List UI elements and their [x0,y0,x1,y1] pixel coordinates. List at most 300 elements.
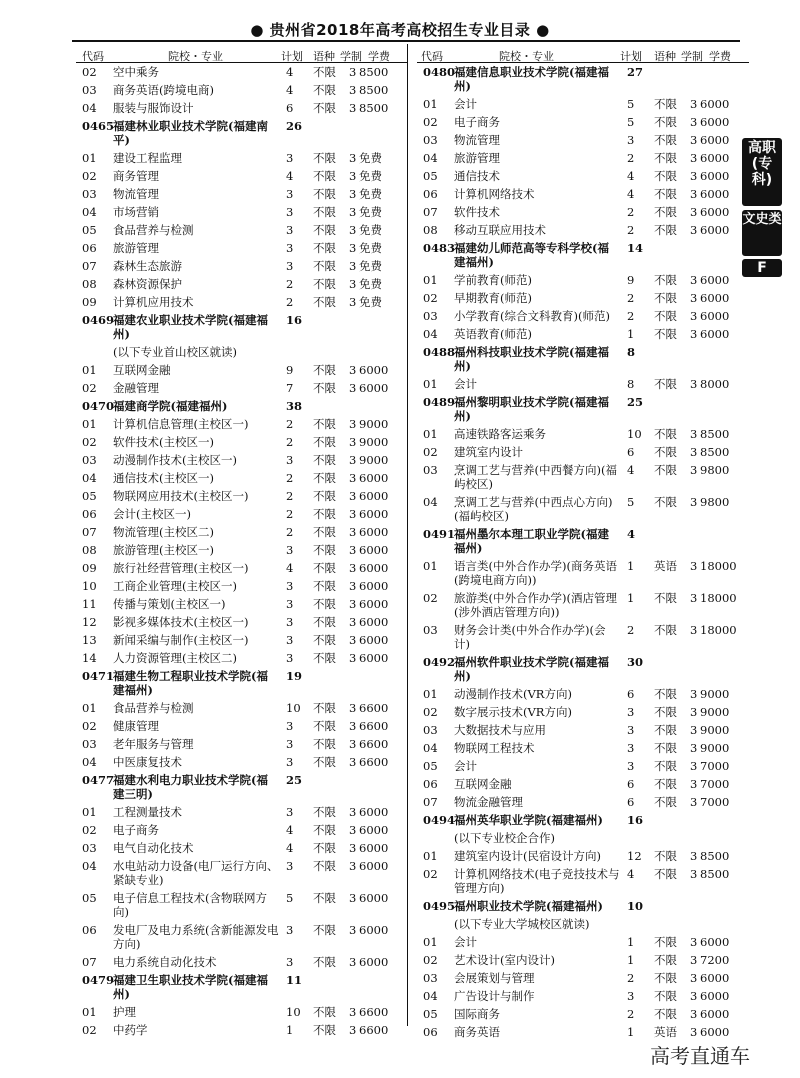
cell-years: 3 [349,507,357,521]
cell-code: 01 [423,427,438,441]
cell-fee: 免费 [359,223,382,237]
cell-fee: 6000 [359,651,389,665]
cell-plan: 1 [627,559,635,573]
cell-lang: 不限 [654,687,677,701]
cell-plan: 5 [286,891,294,905]
major-row [76,753,408,771]
cell-fee: 6000 [700,133,730,147]
cell-years: 3 [690,463,698,477]
cell-lang: 不限 [654,795,677,809]
cell-name: (以下专业首山校区就读) [113,345,237,359]
cell-fee: 6000 [359,363,389,377]
cell-lang: 不限 [654,205,677,219]
cell-plan: 2 [627,1007,635,1021]
major-row [76,379,408,397]
cell-plan: 3 [286,737,294,751]
cell-lang: 不限 [654,971,677,985]
header-rule [72,40,740,42]
cell-fee: 18000 [700,591,737,605]
cell-name: 早期教育(师范) [454,291,532,305]
cell-lang: 英语 [654,559,677,573]
cell-years: 3 [349,223,357,237]
cell-fee: 8000 [700,377,730,391]
cell-fee: 9000 [700,723,730,737]
cell-lang: 不限 [313,633,336,647]
cell-name: 小学教育(综合文科教育)(师范) [454,309,610,323]
cell-years: 3 [690,705,698,719]
cell-years: 3 [349,859,357,873]
cell-code: 01 [82,363,97,377]
col-code-label: 代码 [82,50,104,63]
cell-years: 3 [349,241,357,255]
cell-years: 3 [349,891,357,905]
school-row [76,971,408,1003]
cell-lang: 不限 [313,381,336,395]
cell-name: 烹调工艺与营养(中西餐方向)(福屿校区) [454,463,617,491]
major-row [76,559,408,577]
cell-fee: 6000 [359,489,389,503]
cell-years: 3 [349,187,357,201]
cell-name: 物联网工程技术 [454,741,535,755]
cell-name: 计算机网络技术(电子竞技技术与管理方向) [454,867,620,895]
cell-lang: 不限 [313,615,336,629]
cell-years: 3 [349,651,357,665]
cell-name: 计算机信息管理(主校区一) [113,417,249,431]
cell-years: 3 [349,65,357,79]
cell-name: 互联网金融 [454,777,512,791]
cell-code: 04 [423,151,438,165]
cell-plan: 1 [627,1025,635,1039]
cell-name: 计算机网络技术 [454,187,535,201]
cell-lang: 不限 [313,579,336,593]
cell-name: 国际商务 [454,1007,500,1021]
cell-plan: 3 [286,805,294,819]
cell-fee: 7000 [700,759,730,773]
cell-years: 3 [690,867,698,881]
cell-years: 3 [690,723,698,737]
cell-lang: 不限 [654,273,677,287]
major-row [76,221,408,239]
major-row [417,493,749,525]
school-row [417,897,749,915]
cell-code: 06 [423,1025,438,1039]
cell-code: 05 [82,891,97,905]
cell-years: 3 [690,687,698,701]
cell-years: 3 [349,615,357,629]
cell-years: 3 [690,559,698,573]
cell-plan: 5 [627,97,635,111]
cell-years: 3 [349,1023,357,1037]
cell-plan: 3 [286,223,294,237]
cell-plan: 4 [627,867,635,881]
cell-lang: 不限 [313,65,336,79]
cell-code: 07 [423,795,438,809]
cell-lang: 不限 [654,989,677,1003]
cell-lang: 不限 [313,561,336,575]
major-row [417,185,749,203]
cell-code: 01 [82,151,97,165]
cell-lang: 不限 [654,759,677,773]
cell-fee: 6000 [700,169,730,183]
cell-plan: 7 [286,381,294,395]
cell-name: 电子商务 [113,823,159,837]
cell-years: 3 [349,435,357,449]
major-row [417,621,749,653]
page-title: ● 贵州省2018年高考高校招生专业目录 ● [250,21,550,39]
cell-lang: 不限 [654,133,677,147]
cell-name: 旅游管理 [454,151,500,165]
cell-fee: 6000 [359,507,389,521]
major-row [76,1021,408,1039]
cell-name: 工商企业管理(主校区一) [113,579,237,593]
cell-code: 02 [423,291,438,305]
cell-fee: 8500 [359,101,389,115]
cell-years: 3 [349,169,357,183]
cell-lang: 不限 [313,101,336,115]
cell-name: (以下专业大学城校区就读) [454,917,590,931]
cell-name: 发电厂及电力系统(含新能源发电方向) [113,923,279,951]
school-name: 福建水利电力职业技术学院(福建三明) [113,773,268,801]
cell-code: 04 [423,327,438,341]
cell-name: 电子商务 [454,115,500,129]
cell-fee: 6600 [359,1023,389,1037]
school-name: 福建卫生职业技术学院(福建福州) [113,973,268,1001]
cell-years: 3 [349,805,357,819]
cell-code: 11 [82,597,97,611]
major-row [417,847,749,865]
cell-code: 03 [82,453,97,467]
major-row [417,933,749,951]
cell-years: 3 [690,953,698,967]
right-column-header [417,44,749,63]
cell-years: 3 [349,205,357,219]
cell-lang: 不限 [313,151,336,165]
major-row [417,113,749,131]
cell-fee: 6600 [359,701,389,715]
cell-plan: 30 [627,655,644,669]
cell-fee: 6000 [700,935,730,949]
cell-lang: 不限 [654,953,677,967]
page-header [0,0,800,44]
cell-code: 02 [82,381,97,395]
major-row [417,325,749,343]
cell-name: 商务英语(跨境电商) [113,83,214,97]
school-row [76,771,408,803]
cell-plan: 3 [286,597,294,611]
cell-name: 服装与服饰设计 [113,101,194,115]
major-row [76,717,408,735]
cell-code: 0488 [423,345,456,359]
cell-fee: 6000 [359,633,389,647]
cell-lang: 不限 [654,169,677,183]
cell-lang: 不限 [313,187,336,201]
cell-years: 3 [349,561,357,575]
cell-plan: 27 [627,65,644,79]
cell-plan: 5 [627,115,635,129]
school-name: 福建幼儿师范高等专科学校(福建福州) [454,241,609,269]
cell-years: 3 [690,1007,698,1021]
col-plan-label: 计划 [620,50,642,63]
left-column-header [76,44,408,63]
cell-plan: 5 [627,495,635,509]
cell-plan: 8 [627,377,635,391]
cell-lang: 不限 [654,1007,677,1021]
cell-fee: 9000 [359,417,389,431]
cell-years: 3 [690,495,698,509]
cell-years: 3 [690,445,698,459]
cell-fee: 6000 [700,115,730,129]
cell-plan: 25 [286,773,303,787]
cell-years: 3 [690,989,698,1003]
cell-years: 3 [690,741,698,755]
cell-lang: 不限 [313,737,336,751]
cell-plan: 2 [627,971,635,985]
cell-years: 3 [349,597,357,611]
cell-code: 06 [82,507,97,521]
cell-plan: 2 [627,623,635,637]
cell-name: 商务管理 [113,169,159,183]
cell-name: 森林资源保护 [113,277,182,291]
cell-code: 0494 [423,813,456,827]
cell-name: 健康管理 [113,719,159,733]
right-column [417,44,749,1041]
cell-years: 3 [349,525,357,539]
cell-fee: 6000 [359,923,389,937]
cell-code: 0483 [423,241,456,255]
cell-fee: 8500 [700,445,730,459]
cell-fee: 6000 [700,971,730,985]
cell-fee: 8500 [359,65,389,79]
cell-plan: 1 [627,327,635,341]
cell-fee: 6000 [700,97,730,111]
cell-code: 03 [423,971,438,985]
major-row [417,703,749,721]
major-row [417,95,749,113]
cell-plan: 3 [286,453,294,467]
cell-lang: 不限 [313,241,336,255]
cell-years: 3 [349,363,357,377]
cell-code: 03 [423,723,438,737]
cell-name: 会计(主校区一) [113,507,191,521]
cell-name: 人力资源管理(主校区二) [113,651,237,665]
cell-lang: 不限 [654,97,677,111]
cell-name: 森林生态旅游 [113,259,182,273]
tab-category: 文史类 [742,210,782,256]
cell-name: (以下专业校企合作) [454,831,555,845]
cell-lang: 不限 [313,651,336,665]
major-row [76,361,408,379]
cell-code: 01 [82,805,97,819]
cell-code: 01 [82,417,97,431]
cell-fee: 免费 [359,295,382,309]
major-row [76,81,408,99]
cell-plan: 10 [286,701,301,715]
cell-lang: 不限 [313,701,336,715]
cell-years: 3 [349,259,357,273]
cell-lang: 不限 [313,83,336,97]
cell-code: 06 [82,241,97,255]
cell-name: 物流管理 [454,133,500,147]
cell-plan: 2 [286,525,294,539]
cell-plan: 1 [286,1023,294,1037]
major-row [417,987,749,1005]
cell-name: 电子信息工程技术(含物联网方向) [113,891,267,919]
cell-plan: 9 [286,363,294,377]
school-row [417,653,749,685]
col-plan-label: 计划 [281,50,303,63]
major-row [417,951,749,969]
cell-plan: 2 [286,507,294,521]
major-row [76,487,408,505]
cell-plan: 4 [627,169,635,183]
cell-lang: 不限 [654,777,677,791]
cell-plan: 6 [627,687,635,701]
cell-code: 05 [423,1007,438,1021]
cell-code: 06 [82,923,97,937]
cell-name: 软件技术 [454,205,500,219]
cell-name: 电力系统自动化技术 [113,955,217,969]
cell-fee: 8500 [700,427,730,441]
major-row [76,239,408,257]
cell-plan: 3 [286,633,294,647]
cell-fee: 9000 [359,435,389,449]
cell-years: 3 [690,849,698,863]
cell-name: 建筑室内设计 [454,445,523,459]
cell-name: 中医康复技术 [113,755,182,769]
cell-lang: 不限 [313,891,336,905]
cell-fee: 6000 [359,579,389,593]
cell-code: 0469 [82,313,115,327]
cell-plan: 3 [286,923,294,937]
cell-lang: 不限 [313,471,336,485]
cell-years: 3 [349,489,357,503]
cell-plan: 3 [286,651,294,665]
school-row [417,393,749,425]
cell-plan: 2 [286,277,294,291]
cell-name: 互联网金融 [113,363,171,377]
cell-name: 财务会计类(中外合作办学)(会计) [454,623,606,651]
cell-lang: 不限 [313,435,336,449]
cell-plan: 26 [286,119,303,133]
cell-fee: 6000 [700,205,730,219]
cell-lang: 不限 [313,169,336,183]
cell-years: 3 [690,759,698,773]
cell-code: 02 [423,591,438,605]
cell-lang: 不限 [313,923,336,937]
cell-plan: 4 [627,187,635,201]
major-row [76,99,408,117]
cell-years: 3 [349,151,357,165]
cell-code: 01 [82,1005,97,1019]
cell-plan: 3 [286,579,294,593]
major-row [417,757,749,775]
cell-years: 3 [690,133,698,147]
cell-fee: 8500 [700,849,730,863]
cell-code: 03 [82,83,97,97]
cell-name: 新闻采编与制作(主校区一) [113,633,249,647]
col-fee-label: 学费 [709,50,731,63]
major-row [417,203,749,221]
major-row [417,425,749,443]
cell-code: 03 [82,737,97,751]
cell-lang: 不限 [313,453,336,467]
cell-name: 旅行社经营管理(主校区一) [113,561,249,575]
cell-lang: 不限 [313,1005,336,1019]
cell-plan: 2 [627,205,635,219]
cell-years: 3 [690,309,698,323]
cell-fee: 6000 [700,223,730,237]
cell-name: 旅游管理 [113,241,159,255]
cell-years: 3 [690,327,698,341]
major-row [76,257,408,275]
cell-plan: 1 [627,935,635,949]
cell-lang: 不限 [654,591,677,605]
cell-plan: 3 [627,723,635,737]
cell-lang: 不限 [313,955,336,969]
cell-fee: 6600 [359,755,389,769]
school-row [417,63,749,95]
cell-lang: 不限 [313,543,336,557]
cell-fee: 8500 [700,867,730,881]
cell-years: 3 [349,417,357,431]
cell-fee: 6000 [359,561,389,575]
major-row [76,469,408,487]
cell-fee: 18000 [700,623,737,637]
cell-plan: 11 [286,973,303,987]
cell-lang: 不限 [654,935,677,949]
cell-fee: 6600 [359,719,389,733]
cell-lang: 不限 [313,841,336,855]
cell-name: 高速铁路客运乘务 [454,427,546,441]
cell-fee: 9000 [700,741,730,755]
major-row [76,821,408,839]
cell-code: 01 [423,935,438,949]
cell-name: 动漫制作技术(主校区一) [113,453,237,467]
cell-code: 02 [82,65,97,79]
major-row [76,505,408,523]
tab-level: 高职(专科) [742,138,782,206]
school-row [76,397,408,415]
cell-code: 04 [82,471,97,485]
major-row [76,275,408,293]
major-row [417,589,749,621]
major-row [417,221,749,239]
cell-lang: 不限 [313,719,336,733]
cell-code: 06 [423,187,438,201]
cell-fee: 6000 [359,841,389,855]
cell-lang: 不限 [313,755,336,769]
cell-lang: 不限 [313,205,336,219]
cell-lang: 不限 [313,223,336,237]
cell-code: 03 [82,841,97,855]
cell-name: 传播与策划(主校区一) [113,597,226,611]
cell-name: 老年服务与管理 [113,737,194,751]
cell-code: 01 [423,273,438,287]
major-row [76,577,408,595]
cell-name: 艺术设计(室内设计) [454,953,555,967]
cell-years: 3 [690,795,698,809]
cell-name: 广告设计与制作 [454,989,535,1003]
major-row [76,451,408,469]
school-name: 福建生物工程职业技术学院(福建福州) [113,669,268,697]
cell-name: 计算机应用技术 [113,295,194,309]
cell-fee: 9000 [700,705,730,719]
cell-code: 02 [82,719,97,733]
cell-code: 09 [82,561,97,575]
cell-name: 影视多媒体技术(主校区一) [113,615,249,629]
cell-name: 商务英语 [454,1025,500,1039]
cell-lang: 不限 [654,723,677,737]
